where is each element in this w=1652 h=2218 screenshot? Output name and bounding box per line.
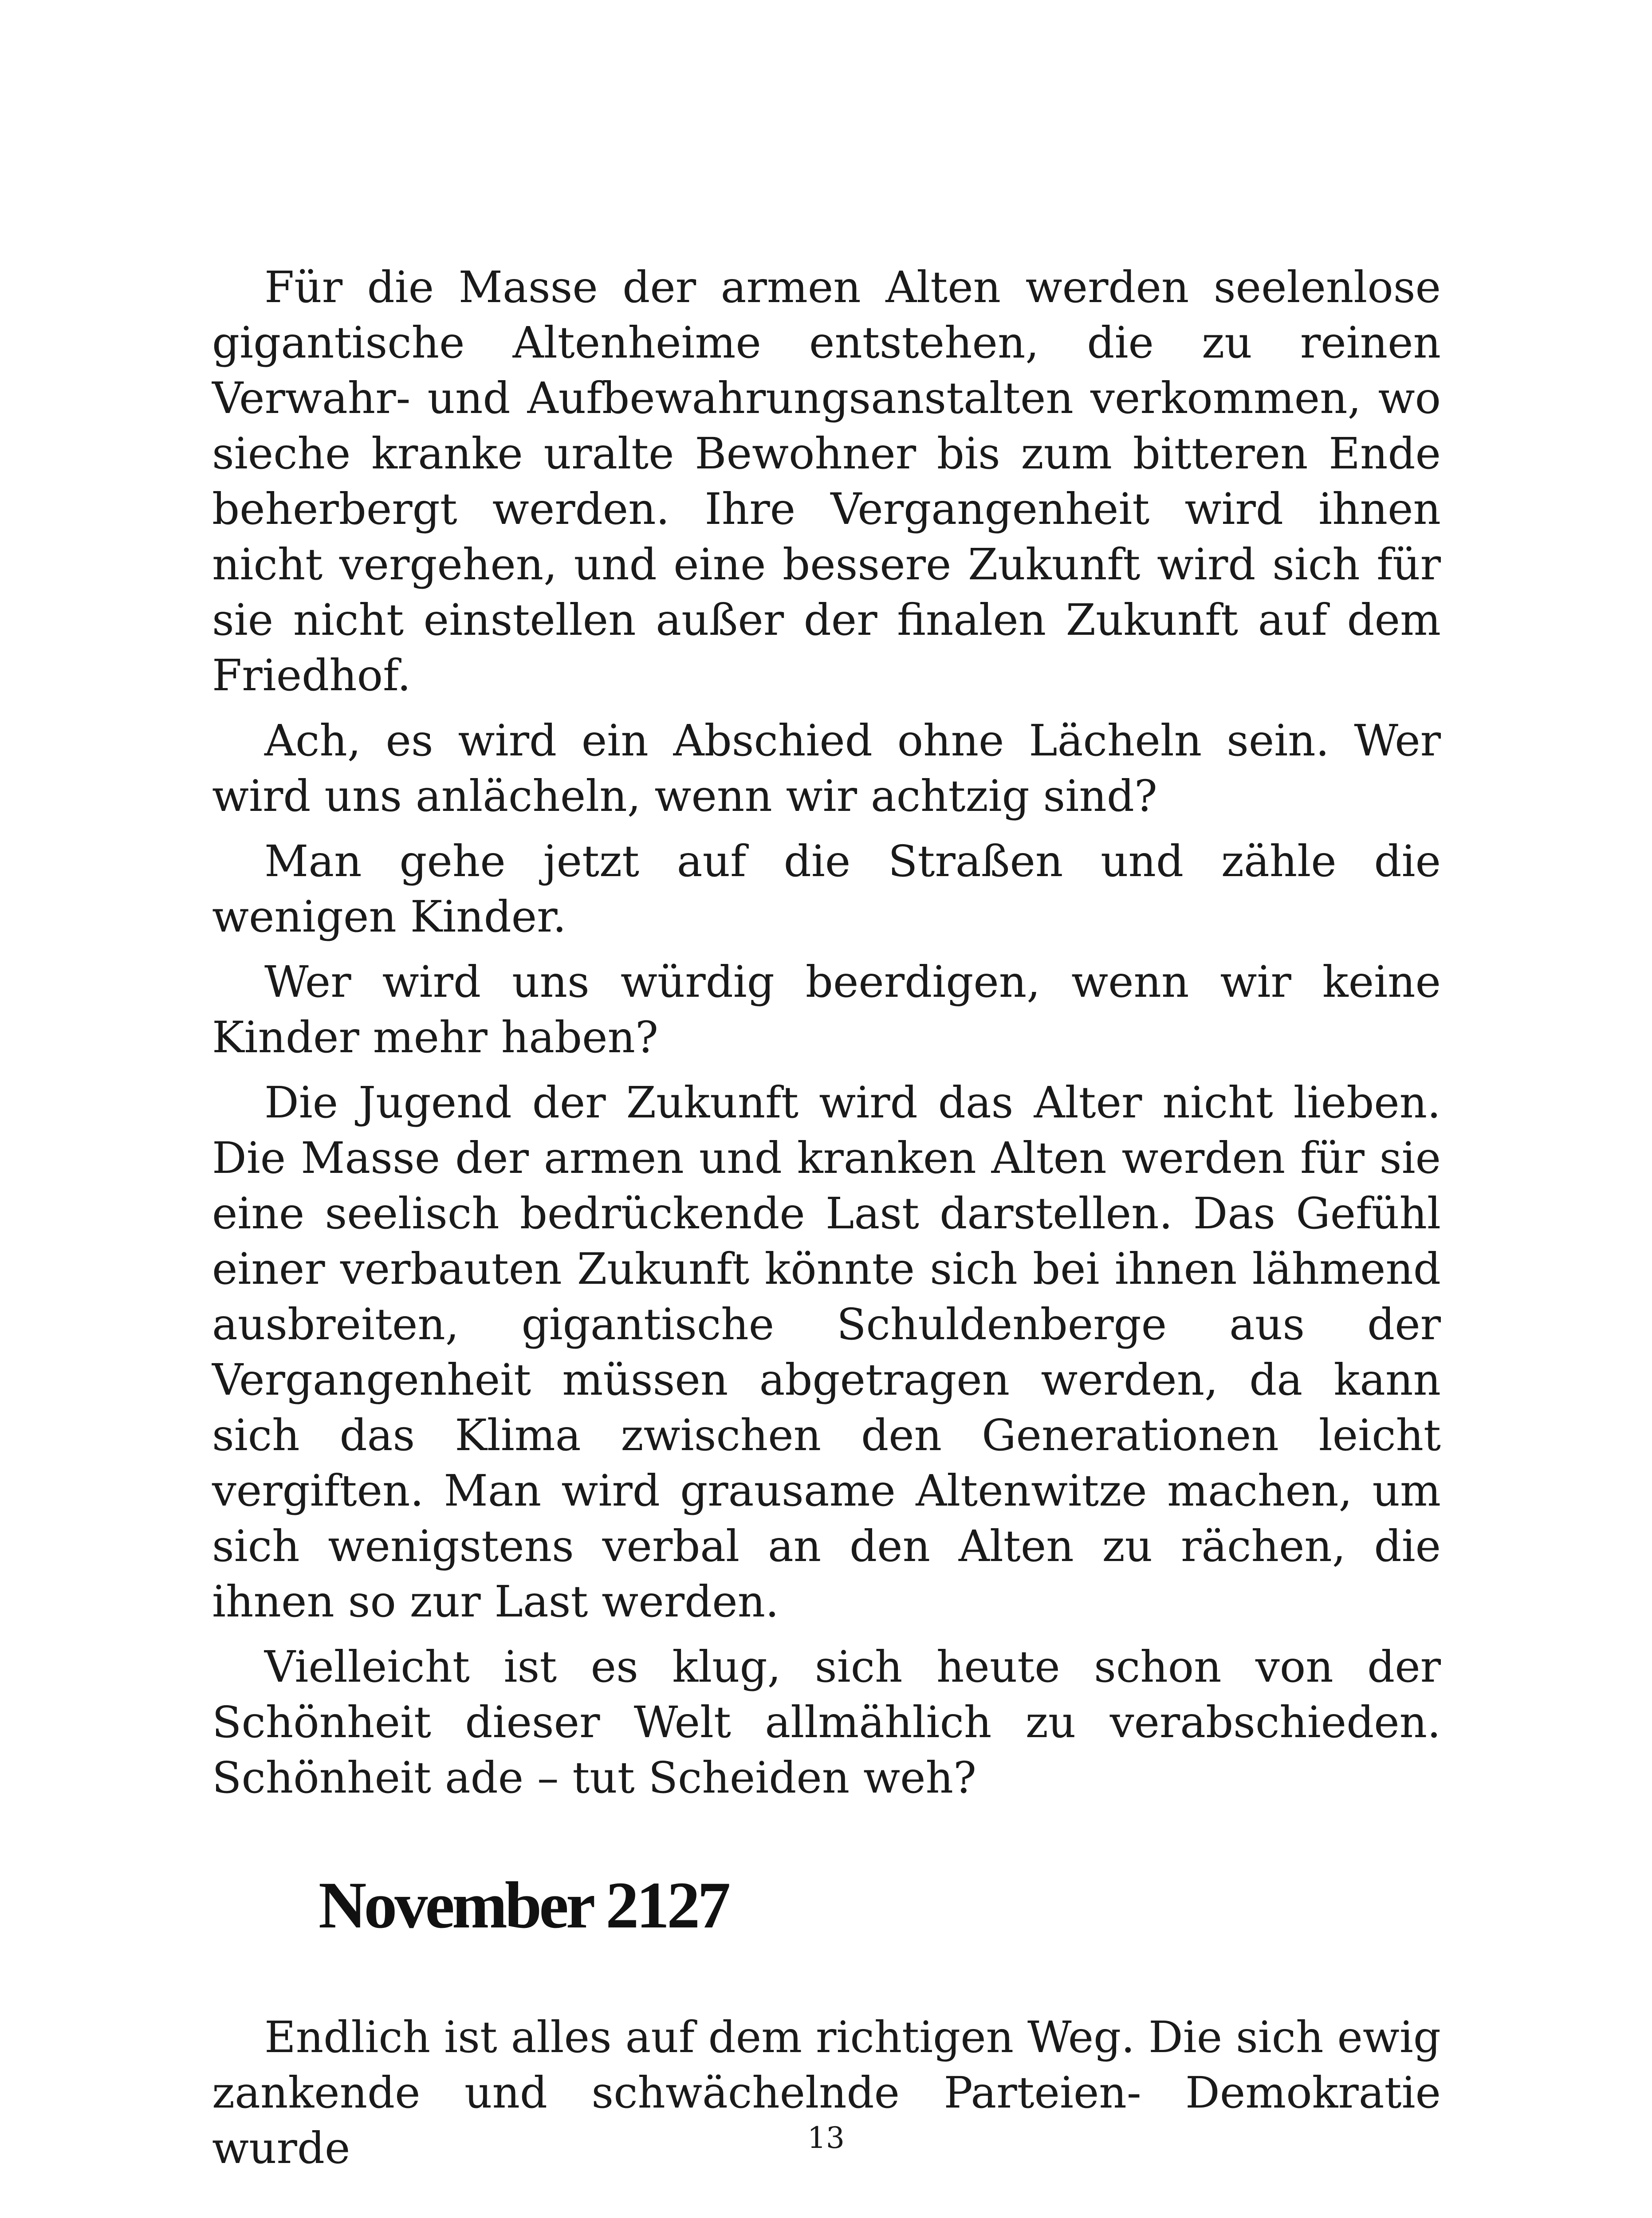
paragraph-5: Die Jugend der Zukunft wird das Alter nicht lieben. Die Masse der armen und kranken Alten werden für sie eine seelisch bedrückende Last darstellen. Das Gefühl einer verbauten Zukunft könnte sich bei ihnen lähmend ausbreiten, gigantische Schuldenberge aus der Vergangenheit müssen abgetragen werden, da kann sich das Klima zwischen den Generationen leicht vergiften. Man wird grausame Altenwitze machen, um sich wenigstens verbal an den Alten zu rächen, die ihnen so zur Last werden. [212, 1078, 1441, 1627]
paragraph-6: Vielleicht ist es klug, sich heute schon von der Schönheit dieser Welt allmählich zu verabschieden. Schönheit ade – tut Scheiden weh? [212, 1642, 1441, 1803]
section-heading: November 2127 [319, 1868, 728, 1942]
paragraph-3: Man gehe jetzt auf die Straßen und zähle die wenigen Kinder. [212, 836, 1441, 942]
paragraph-2: Ach, es wird ein Abschied ohne Lächeln sein. Wer wird uns anlächeln, wenn wir achtzig sind? [212, 716, 1441, 821]
paragraph-1: Für die Masse der armen Alten werden seelenlose gigantische Altenheime entstehen, die zu reinen Verwahr- und Aufbewahrungsanstalten verkommen, wo sieche kranke uralte Bewohner bis zum bitteren Ende beherbergt werden. Ihre Vergangenheit wird ihnen nicht vergehen, und eine bessere Zukunft wird sich für sie nicht einstellen außer der finalen Zukunft auf dem Friedhof. [212, 262, 1441, 700]
paragraph-4: Wer wird uns würdig beerdigen, wenn wir keine Kinder mehr haben? [212, 957, 1441, 1062]
page-number: 13 [807, 2121, 845, 2155]
paragraph-7: Endlich ist alles auf dem richtigen Weg. Die sich ewig zankende und schwächelnde Parteien- Demokratie wurde [212, 2012, 1441, 2173]
page-body [212, 260, 1441, 2186]
